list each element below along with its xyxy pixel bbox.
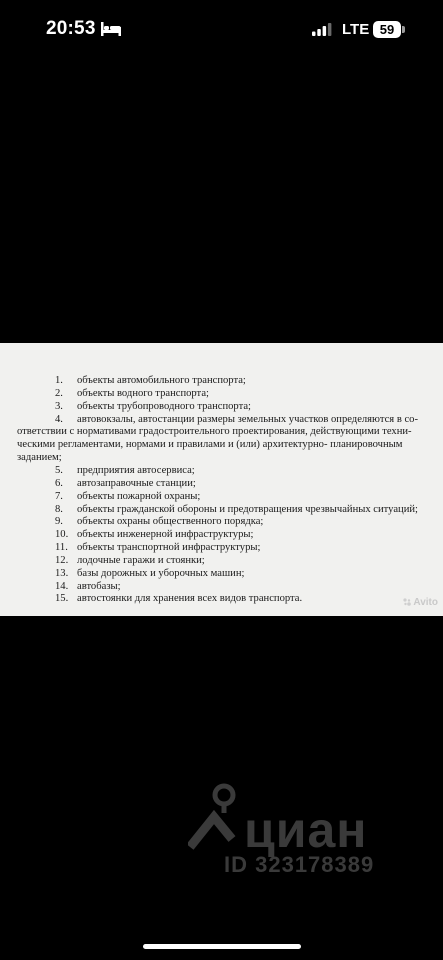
avito-dots-icon (403, 598, 411, 606)
document-line-text: объекты водного транспорта; (77, 387, 209, 399)
document-line-number: 7. (55, 490, 63, 502)
document-line-text: предприятия автосервиса; (77, 464, 195, 476)
document-line-text: автобазы; (77, 580, 121, 592)
bed-icon (101, 22, 121, 36)
cian-logo-text: циан (244, 802, 368, 858)
document-line-text: объекты трубопроводного транспорта; (77, 400, 251, 412)
document-line-number: 13. (55, 567, 69, 579)
document-line-number: 6. (55, 477, 63, 489)
cian-watermark-logo (188, 783, 388, 863)
document-line-text: заданием; (17, 452, 62, 464)
document-line-number: 5. (55, 464, 63, 476)
document-line-text: объекты инженерной инфраструктуры; (77, 529, 254, 541)
document-line-number: 12. (55, 554, 69, 566)
document-line-text: объекты охраны общественного порядка; (77, 516, 264, 528)
document-line-text: объекты пожарной охраны; (77, 490, 201, 502)
status-time: 20:53 (46, 18, 96, 39)
cian-listing-id: ID 323178389 (224, 852, 375, 877)
document-line-text: автостоянки для хранения всех видов транспорта. (77, 593, 303, 605)
document-line-number: 1. (55, 375, 63, 386)
document-photo[interactable] (0, 343, 443, 616)
home-indicator[interactable] (143, 944, 301, 949)
battery-level: 59 (373, 21, 401, 38)
document-line-number: 4. (55, 413, 63, 425)
network-label: LTE (342, 21, 370, 38)
document-line-number: 3. (55, 400, 63, 412)
avito-watermark (403, 597, 438, 610)
document-line-number: 15. (55, 593, 69, 605)
document-line-number: 8. (55, 503, 63, 515)
signal-icon (312, 23, 332, 36)
document-line-text: объекты гражданской обороны и предотвращения чрезвычайных ситуаций; (77, 503, 418, 515)
document-line-number: 10. (55, 529, 69, 541)
cian-pin-icon (188, 783, 238, 853)
document-line-text: ческими регламентами, нормами и правилами и (или) архитектурно- планировочным (17, 439, 403, 451)
document-line-number: 9. (55, 516, 63, 528)
document-line-number: 14. (55, 580, 69, 592)
document-line-text: ответствии с нормативами градостроительного проектирования, действующими техни- (17, 426, 412, 438)
document-line-text: объекты автомобильного транспорта; (77, 375, 246, 386)
battery-icon (373, 21, 405, 38)
document-line-number: 2. (55, 387, 63, 399)
document-line-text: автовокзалы, автостанции размеры земельных участков определяются в со- (77, 413, 418, 425)
document-line-text: автозаправочные станции; (77, 477, 196, 489)
battery-tip (402, 26, 405, 33)
document-line-number: 11. (55, 542, 68, 554)
avito-watermark-text: Avito (413, 597, 438, 609)
document-line-text: лодочные гаражи и стоянки; (77, 554, 205, 566)
document-line-text: объекты транспортной инфраструктуры; (77, 542, 261, 554)
status-bar (0, 0, 443, 60)
document-line-text: базы дорожных и уборочных машин; (77, 567, 245, 579)
